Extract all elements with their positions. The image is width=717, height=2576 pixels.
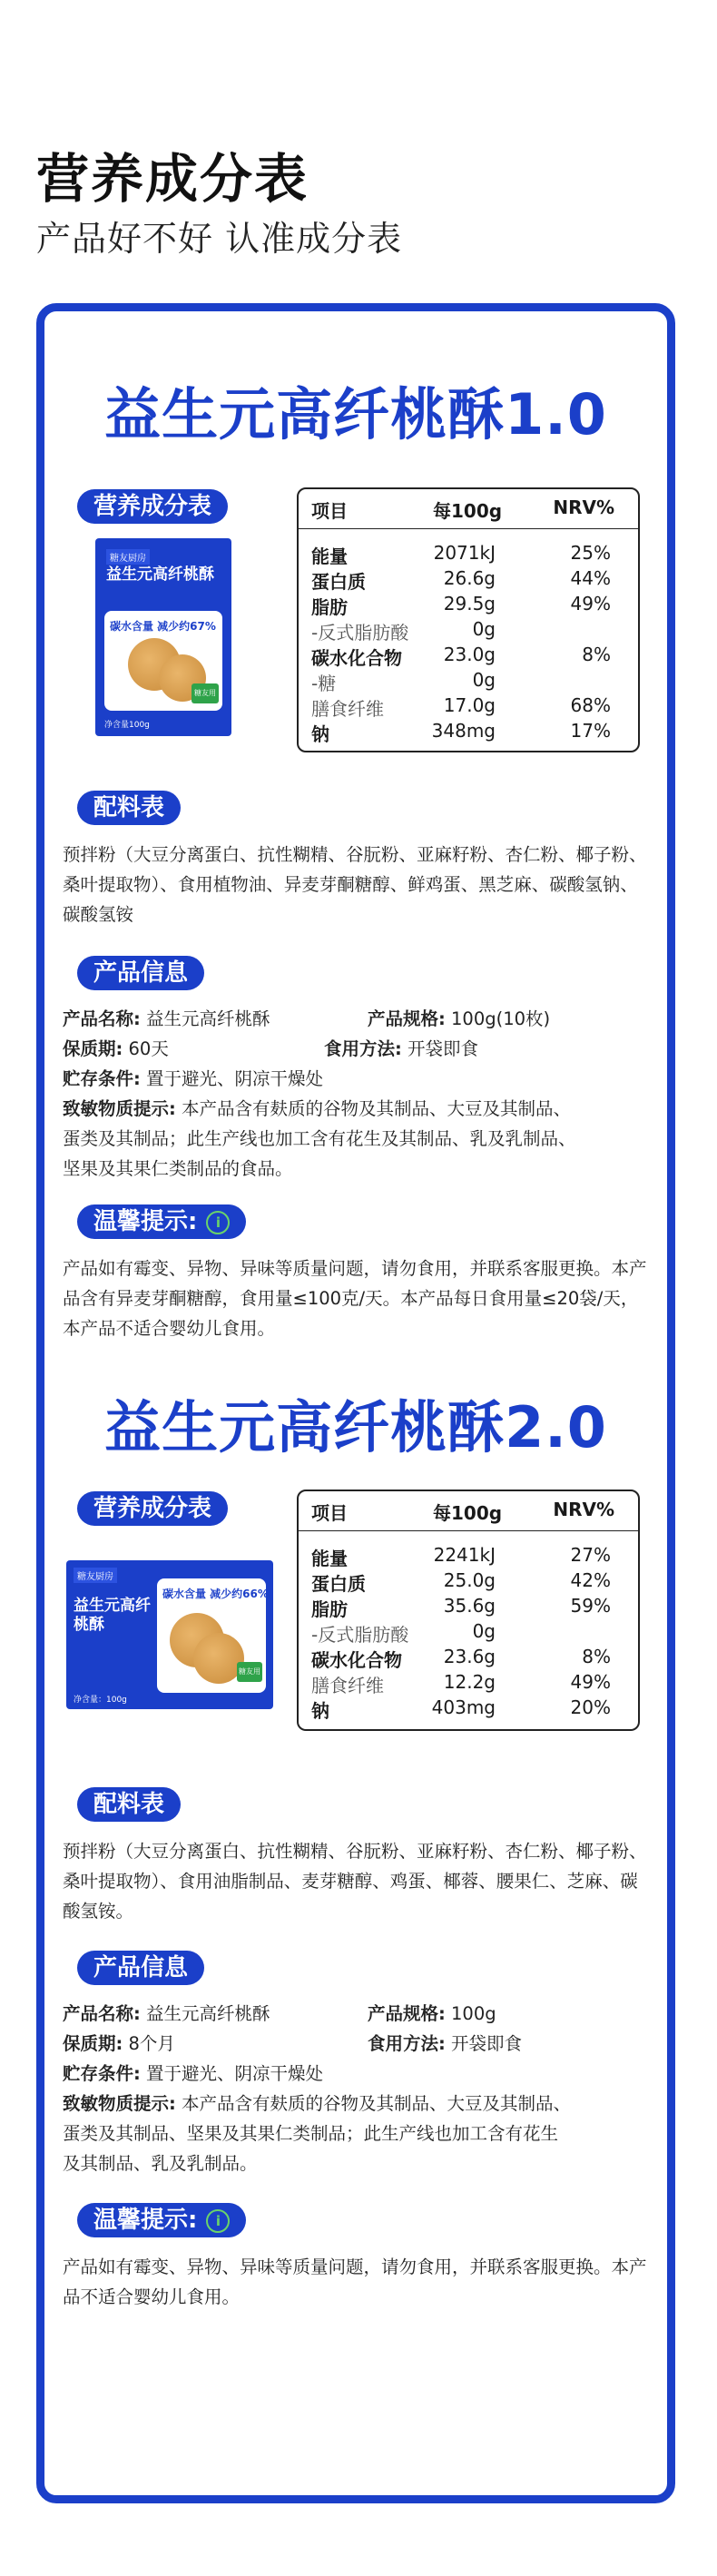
info-value: 益生元高纤桃酥 xyxy=(146,1008,270,1029)
table-header-nrv: NRV% xyxy=(553,497,614,518)
row-label: 脂肪 xyxy=(311,1598,348,1620)
info-value: 开袋即食 xyxy=(408,1038,479,1059)
package-net-weight: 净含量100g xyxy=(104,721,150,730)
table-row xyxy=(299,1595,638,1620)
tips-text: 产品如有霉变、异物、异味等质量问题，请勿食用，并联系客服更换。本产品含有异麦芽酮糖醇，食用量≤100克/天。本产品每日食用量≤20袋/天，本产品不适合婴幼儿食用。 xyxy=(63,1258,647,1339)
nutrition-label-pill: 营养成分表 xyxy=(77,489,228,524)
table-divider xyxy=(299,1530,638,1531)
info-key: 食用方法: xyxy=(324,1038,402,1059)
package-claim: 碳水含量 减少约67% xyxy=(110,620,216,633)
row-label: 膳食纤维 xyxy=(311,698,384,720)
table-divider xyxy=(299,528,638,529)
row-label: 碳水化合物 xyxy=(311,647,402,669)
info-key: 产品规格: xyxy=(368,1008,446,1029)
table-row xyxy=(299,618,638,644)
row-nrv: 42% xyxy=(570,1569,611,1591)
ingredients-label-pill: 配料表 xyxy=(77,791,181,825)
package-name: 益生元高纤桃酥 xyxy=(106,565,214,584)
table-row xyxy=(299,644,638,669)
row-amount: 23.6g xyxy=(443,1646,496,1667)
info-value: 置于避光、阴凉干燥处 xyxy=(146,2063,324,2084)
table-row xyxy=(299,567,638,593)
table-header-per100g: 每100g xyxy=(433,1502,503,1524)
info-allergen-line2: 蛋类及其制品；此生产线也加工含有花生及其制品、乳及乳制品、 xyxy=(63,1128,576,1149)
info-storage xyxy=(63,2060,323,2085)
product-package-image xyxy=(95,538,231,736)
product-info-label-pill: 产品信息 xyxy=(77,956,204,990)
table-row xyxy=(299,1671,638,1696)
row-nrv: 44% xyxy=(570,567,611,589)
row-nrv: 49% xyxy=(570,593,611,615)
row-amount: 23.0g xyxy=(443,644,496,665)
info-product-name xyxy=(63,1005,270,1030)
package-claim: 碳水含量 减少约66% xyxy=(162,1588,269,1600)
info-key: 贮存条件: xyxy=(63,1068,141,1089)
row-nrv: 68% xyxy=(570,694,611,716)
row-label: 蛋白质 xyxy=(311,1573,366,1595)
row-amount: 12.2g xyxy=(443,1671,496,1693)
table-header-item: 项目 xyxy=(311,500,348,522)
row-amount: 25.0g xyxy=(443,1569,496,1591)
table-row xyxy=(299,542,638,567)
info-value: 60天 xyxy=(128,1038,169,1059)
tips-label-text: 温馨提示: xyxy=(93,2207,198,2234)
info-allergen-line3: 及其制品、乳及乳制品。 xyxy=(63,2153,258,2174)
ingredients-label-pill: 配料表 xyxy=(77,1787,181,1822)
tips-text: 产品如有霉变、异物、异味等质量问题，请勿食用，并联系客服更换。本产品不适合婴幼儿食用。 xyxy=(63,2256,647,2307)
table-row xyxy=(299,1696,638,1722)
page-header-title: 营养成分表 xyxy=(36,148,309,210)
row-nrv: 25% xyxy=(570,542,611,564)
row-nrv: 27% xyxy=(570,1544,611,1566)
row-label: 钠 xyxy=(311,1700,329,1722)
info-icon: i xyxy=(206,2209,230,2233)
row-amount: 35.6g xyxy=(443,1595,496,1617)
package-window xyxy=(104,611,222,711)
info-icon: i xyxy=(206,1211,230,1234)
table-row xyxy=(299,669,638,694)
info-product-name xyxy=(63,2000,270,2025)
product-title: 益生元高纤桃酥2.0 xyxy=(104,1394,607,1460)
info-allergen-line2: 蛋类及其制品、坚果及其果仁类制品；此生产线也加工含有花生 xyxy=(63,2123,559,2144)
row-nrv: 59% xyxy=(570,1595,611,1617)
info-value: 开袋即食 xyxy=(451,2033,523,2054)
nutrition-table xyxy=(297,1490,640,1731)
row-nrv: 17% xyxy=(570,720,611,742)
row-label: 能量 xyxy=(311,1548,348,1569)
info-key: 产品名称: xyxy=(63,1008,141,1029)
info-value: 益生元高纤桃酥 xyxy=(146,2003,270,2024)
info-product-spec xyxy=(368,2000,496,2025)
product-info-label-pill: 产品信息 xyxy=(77,1951,204,1985)
table-row xyxy=(299,1620,638,1646)
table-row xyxy=(299,694,638,720)
info-key: 致敏物质提示: xyxy=(63,2093,176,2114)
info-key: 保质期: xyxy=(63,2033,123,2054)
nutrition-table xyxy=(297,487,640,752)
row-label: 钠 xyxy=(311,723,329,745)
row-nrv: 49% xyxy=(570,1671,611,1693)
row-amount: 403mg xyxy=(431,1696,496,1718)
table-header-item: 项目 xyxy=(311,1502,348,1524)
package-badge: 糖友用 xyxy=(192,683,219,703)
tips-label-pill xyxy=(77,2203,246,2237)
row-amount: 0g xyxy=(472,669,496,691)
row-amount: 26.6g xyxy=(443,567,496,589)
info-product-spec xyxy=(368,1005,550,1030)
info-usage xyxy=(324,1035,478,1060)
row-nrv: 8% xyxy=(582,644,611,665)
info-key: 贮存条件: xyxy=(63,2063,141,2084)
table-header-nrv: NRV% xyxy=(553,1499,614,1520)
info-key: 保质期: xyxy=(63,1038,123,1059)
row-amount: 29.5g xyxy=(443,593,496,615)
info-value: 本产品含有麸质的谷物及其制品、大豆及其制品、 xyxy=(182,2093,572,2114)
package-badge: 糖友用 xyxy=(237,1662,262,1682)
row-label: -糖 xyxy=(311,673,337,694)
info-value: 置于避光、阴凉干燥处 xyxy=(146,1068,324,1089)
info-value: 100g(10枚) xyxy=(451,1008,551,1029)
info-allergen-line3: 坚果及其果仁类制品的食品。 xyxy=(63,1158,293,1179)
info-usage xyxy=(368,2030,522,2055)
info-storage xyxy=(63,1065,323,1090)
info-key: 食用方法: xyxy=(368,2033,446,2054)
row-amount: 2071kJ xyxy=(433,542,496,564)
table-row xyxy=(299,720,638,745)
table-row xyxy=(299,1646,638,1671)
row-amount: 17.0g xyxy=(443,694,496,716)
nutrition-label-pill: 营养成分表 xyxy=(77,1491,228,1526)
info-allergen xyxy=(63,2089,571,2115)
info-allergen xyxy=(63,1095,571,1120)
ingredients-text: 预拌粉（大豆分离蛋白、抗性糊精、谷朊粉、亚麻籽粉、杏仁粉、椰子粉、桑叶提取物）、食用油脂制品、麦芽糖醇、鸡蛋、椰蓉、腰果仁、芝麻、碳酸氢铵。 xyxy=(63,1841,647,1922)
row-label: 脂肪 xyxy=(311,596,348,618)
row-amount: 0g xyxy=(472,618,496,640)
info-value: 本产品含有麸质的谷物及其制品、大豆及其制品、 xyxy=(182,1098,572,1119)
row-amount: 0g xyxy=(472,1620,496,1642)
package-brand: 糖友厨房 xyxy=(106,549,150,565)
info-shelf-life xyxy=(63,2030,175,2055)
info-value: 8个月 xyxy=(128,2033,175,2054)
package-window xyxy=(157,1578,269,1693)
package-name: 益生元高纤桃酥 xyxy=(74,1597,151,1634)
product-title: 益生元高纤桃酥1.0 xyxy=(104,381,607,447)
info-key: 产品名称: xyxy=(63,2003,141,2024)
package-net-weight: 净含量：100g xyxy=(74,1696,127,1705)
info-value: 100g xyxy=(451,2003,496,2024)
row-label: 能量 xyxy=(311,546,348,567)
row-label: 蛋白质 xyxy=(311,571,366,593)
row-amount: 348mg xyxy=(431,720,496,742)
table-row xyxy=(299,1569,638,1595)
package-brand: 糖友厨房 xyxy=(74,1568,117,1583)
tips-label-text: 温馨提示: xyxy=(93,1208,198,1235)
row-nrv: 20% xyxy=(570,1696,611,1718)
product-package-image xyxy=(66,1560,273,1709)
table-row xyxy=(299,593,638,618)
row-label: 碳水化合物 xyxy=(311,1649,402,1671)
row-amount: 2241kJ xyxy=(433,1544,496,1566)
content-frame xyxy=(36,303,675,2503)
info-shelf-life xyxy=(63,1035,169,1060)
page-header-subtitle: 产品好不好 认准成分表 xyxy=(36,219,403,259)
info-key: 致敏物质提示: xyxy=(63,1098,176,1119)
ingredients-text: 预拌粉（大豆分离蛋白、抗性糊精、谷朊粉、亚麻籽粉、杏仁粉、椰子粉、桑叶提取物）、食用植物油、异麦芽酮糖醇、鲜鸡蛋、黑芝麻、碳酸氢钠、碳酸氢铵 xyxy=(63,844,647,925)
row-label: -反式脂肪酸 xyxy=(311,622,409,644)
tips-label-pill xyxy=(77,1204,246,1239)
table-header-per100g: 每100g xyxy=(433,500,503,522)
row-nrv: 8% xyxy=(582,1646,611,1667)
row-label: -反式脂肪酸 xyxy=(311,1624,409,1646)
row-label: 膳食纤维 xyxy=(311,1675,384,1696)
table-row xyxy=(299,1544,638,1569)
info-key: 产品规格: xyxy=(368,2003,446,2024)
